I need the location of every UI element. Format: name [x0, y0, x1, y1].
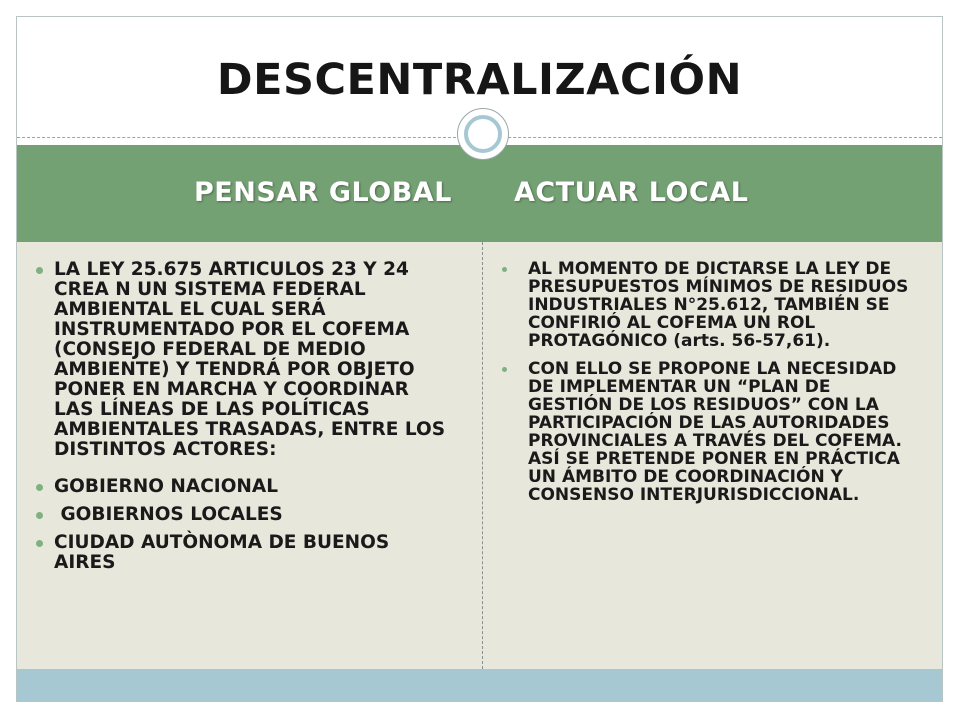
- list-item: [34, 477, 454, 497]
- list-item: [500, 360, 920, 504]
- bullet-icon: [36, 267, 43, 274]
- list-item: [500, 260, 920, 350]
- bullet-icon: [502, 267, 507, 272]
- left-bullet-list: [34, 260, 454, 581]
- bullet-icon: [36, 540, 43, 547]
- footer-band: [17, 669, 942, 702]
- list-item: [34, 533, 454, 573]
- list-item: [34, 505, 454, 525]
- bullet-icon: [36, 512, 43, 519]
- bullet-icon: [36, 484, 43, 491]
- left-column-heading: PENSAR GLOBAL: [194, 177, 452, 208]
- bullet-text: AL MOMENTO DE DICTARSE LA LEY DE PRESUPUESTOS MÍNIMOS DE RESIDUOS INDUSTRIALES N°25.612, TAMBIÉN SE CONFIRIÓ AL COFEMA UN ROL PROTAGÓNICO (arts. 56-57,61).: [528, 259, 909, 351]
- circle-ornament-icon: [457, 108, 509, 160]
- bullet-text: GOBIERNOS LOCALES: [54, 504, 283, 525]
- list-item: [34, 260, 454, 460]
- slide-title: DESCENTRALIZACIÓN: [216, 55, 743, 105]
- right-column-heading: ACTUAR LOCAL: [514, 177, 749, 208]
- bullet-text: GOBIERNO NACIONAL: [54, 476, 279, 497]
- bullet-text: CIUDAD AUTÒNOMA DE BUENOS AIRES: [54, 532, 390, 573]
- bullet-text: CON ELLO SE PROPONE LA NECESIDAD DE IMPLEMENTAR UN “PLAN DE GESTIÓN DE LOS RESIDUOS” CON LA PARTICIPACIÓN DE LAS AUTORIDADES PROVINCIALES A TRAVÉS DEL COFEMA. ASÍ SE PRETENDE PONER EN PRÁCTICA UN ÁMBITO DE COORDINACIÓN Y CONSENSO INTERJURISDICCIONAL.: [528, 359, 902, 505]
- bullet-text: LA LEY 25.675 ARTICULOS 23 Y 24 CREA N UN SISTEMA FEDERAL AMBIENTAL EL CUAL SERÁ INSTRUMENTADO POR EL COFEMA (CONSEJO FEDERAL DE MEDIO AMBIENTE) Y TENDRÁ POR OBJETO PONER EN MARCHA Y COORDINAR LAS LÍNEAS DE LAS POLÍTICAS AMBIENTALES TRASADAS, ENTRE LOS DISTINTOS ACTORES:: [54, 259, 446, 460]
- bullet-icon: [502, 367, 507, 372]
- right-bullet-list: [500, 260, 920, 514]
- column-divider: [482, 242, 483, 669]
